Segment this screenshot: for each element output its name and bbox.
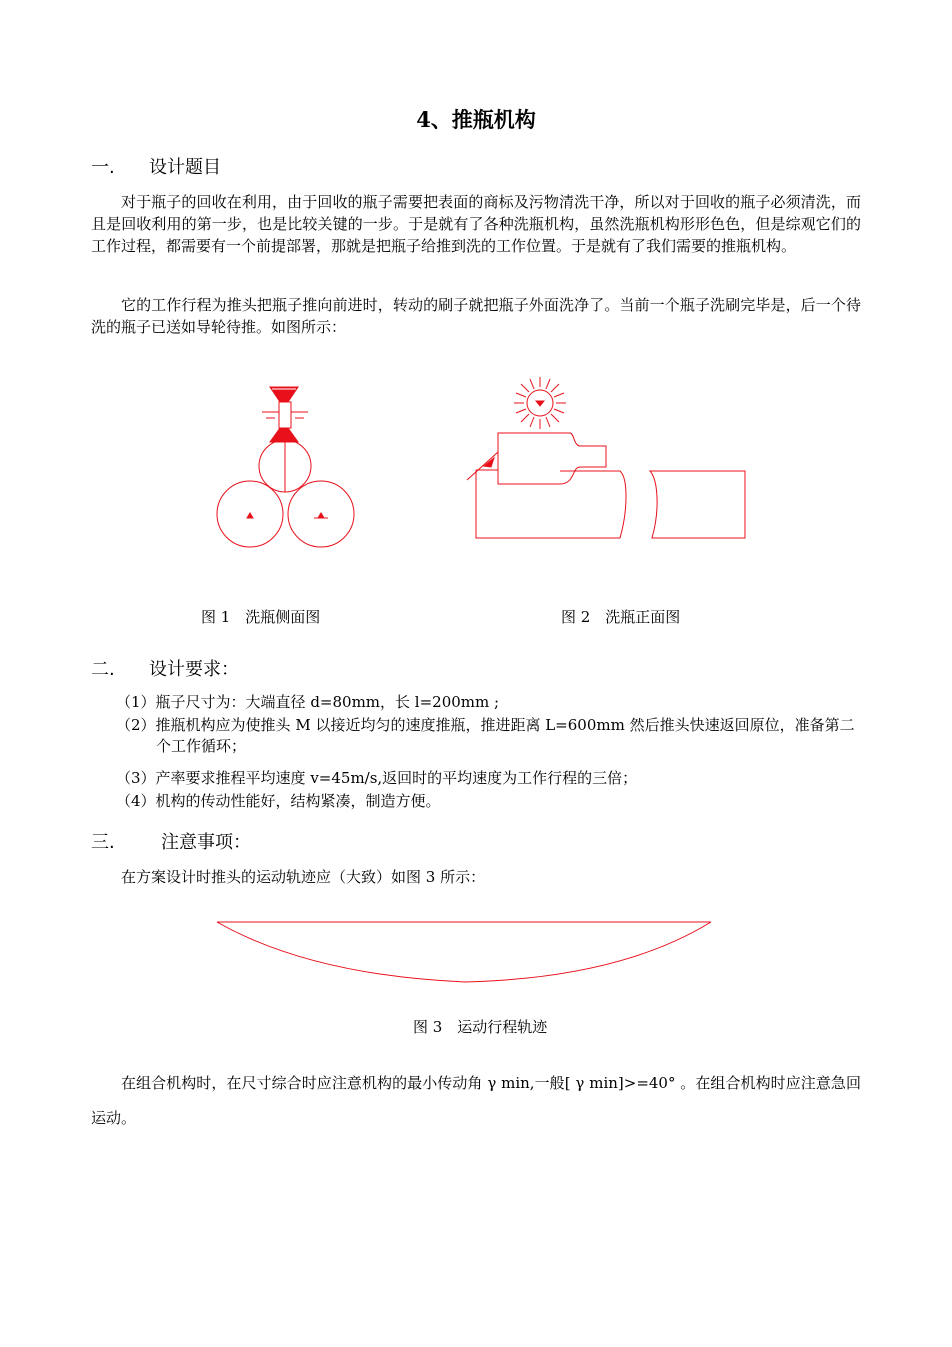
fig2-pusher-arrow-icon (484, 458, 494, 467)
figure-1-caption: 图 1 洗瓶侧面图 (201, 608, 321, 626)
section-2-heading (91, 655, 239, 681)
section-3-number: 三. (91, 832, 115, 853)
requirement-item-4: （4）机构的传动性能好，结构紧凑，制造方便。 (116, 792, 441, 810)
figure-3-caption: 图 3 运动行程轨迹 (413, 1018, 548, 1036)
requirement-item-1: （1）瓶子尺寸为：大端直径 d=80mm，长 l=200mm ; (116, 693, 500, 711)
page-title: 4、推瓶机构 (416, 107, 536, 132)
section-1-paragraph-2: 它的工作行程为推头把瓶子推向前进时，转动的刷子就把瓶子外面洗净了。当前一个瓶子洗刷完毕是，后一个待洗的瓶子已送如导轮待推。如图所示： (91, 296, 861, 336)
section-2-title: 设计要求： (149, 659, 239, 680)
fig1-bottle-neck (279, 402, 291, 428)
fig2-rotating-brush-icon (514, 377, 566, 429)
section-3-heading (91, 828, 251, 854)
section-1-number: 一. (91, 157, 115, 178)
figure-3-trajectory (217, 922, 711, 982)
section-1-title: 设计题目 (149, 157, 221, 178)
section-3-paragraph-2: 在组合机构时，在尺寸综合时应注意机构的最小传动角 γ min,一般[ γ min]>=40° 。在组合机构时应注意急回运动。 (91, 1074, 861, 1127)
fig1-left-wheel-pivot-icon (247, 513, 253, 518)
fig2-bottle (498, 433, 606, 484)
fig2-right-guide-block (650, 471, 745, 538)
fig2-pusher-rod (467, 452, 498, 480)
figure-2-caption: 图 2 洗瓶正面图 (561, 608, 681, 626)
requirement-item-2: （2）推瓶机构应为使推头 M 以接近均匀的速度推瓶，推进距离 L=600mm 然后推头快速返回原位，准备第二个工作循环； (116, 716, 855, 755)
section-3-paragraph-1: 在方案设计时推头的运动轨迹应（大致）如图 3 所示： (121, 868, 486, 886)
fig3-working-stroke-curve (217, 922, 711, 982)
requirement-item-3: （3）产率要求推程平均速度 v=45m/s,返回时的平均速度为工作行程的三倍； (116, 769, 638, 787)
figure-2-front-view (467, 377, 745, 538)
figure-1-side-view (217, 387, 354, 547)
section-1-paragraph-1: 对于瓶子的回收在利用，由于回收的瓶子需要把表面的商标及污物清洗干净，所以对于回收的瓶子必须清洗，而且是回收利用的第一步，也是比较关键的一步。于是就有了各种洗瓶机构，虽然洗瓶机构形形色色，但是综观它们的工作过程，都需要有一个前提部署，那就是把瓶子给推到洗的工作位置。于是就有了我们需要的推瓶机构。 (91, 193, 861, 255)
section-2-number: 二. (91, 659, 115, 680)
section-3-title: 注意事项： (161, 832, 251, 853)
fig1-right-wheel-pivot-icon (318, 513, 324, 518)
